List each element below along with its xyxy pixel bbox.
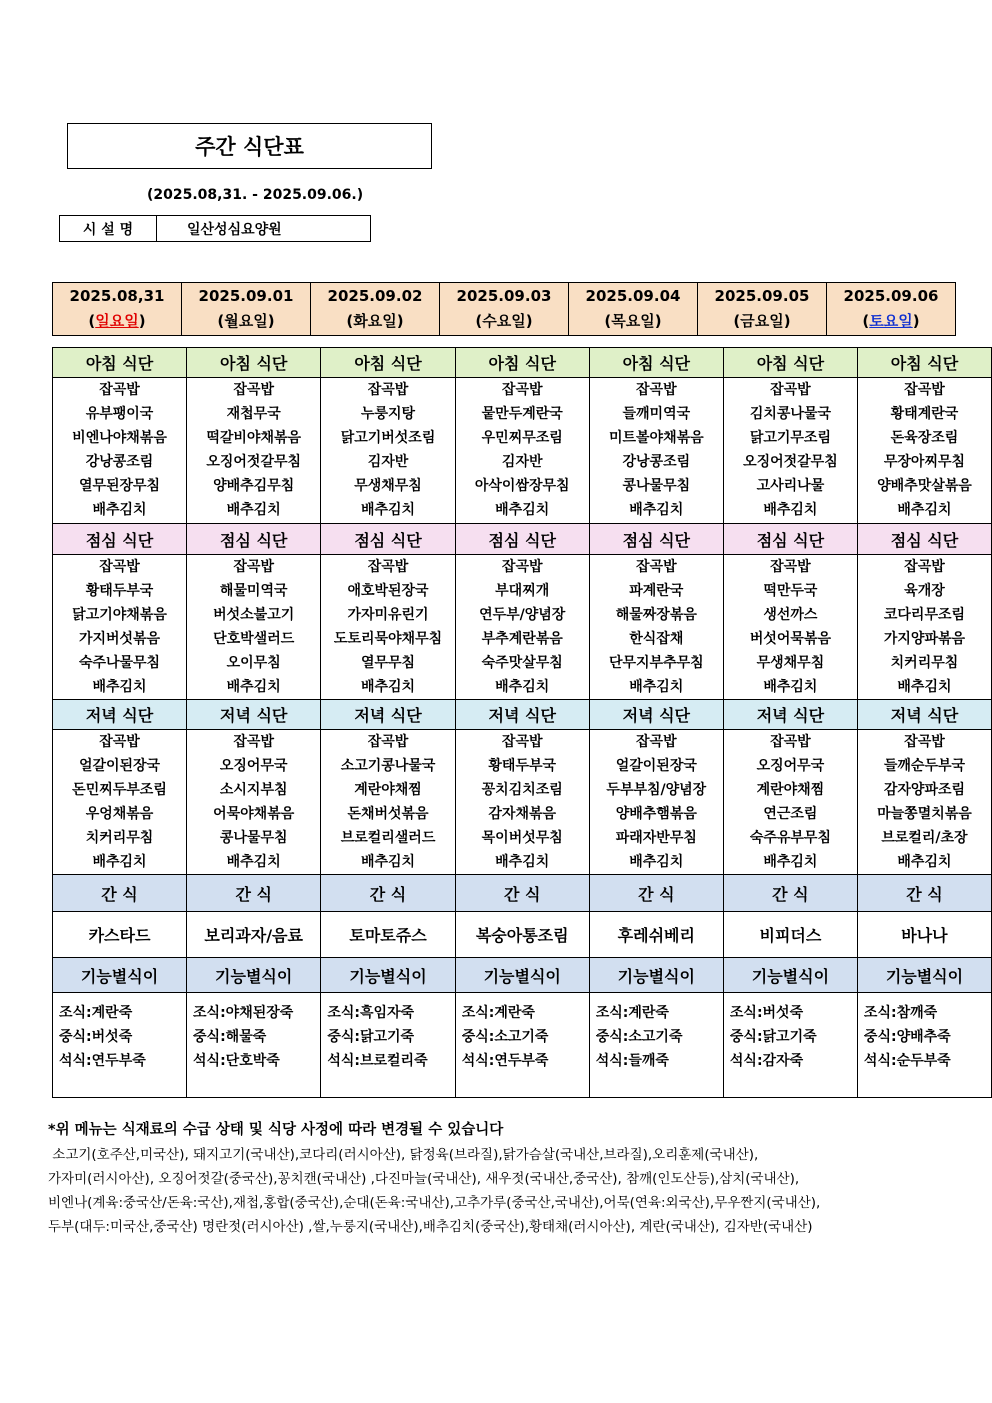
dinner-header: 저녁 식단 — [187, 700, 321, 730]
functional-item: 조식:참깨죽 — [863, 1005, 938, 1021]
menu-item: 배추김치 — [226, 854, 281, 870]
menu-item: 연근조림 — [763, 806, 818, 822]
menu-item: 파계란국 — [629, 583, 684, 599]
breakfast-header: 아침 식단 — [53, 348, 187, 378]
menu-item: 부추계란볶음 — [481, 631, 563, 647]
menu-item: 잡곡밥 — [233, 382, 274, 398]
menu-item: 배추김치 — [897, 502, 952, 518]
lunch-header: 점심 식단 — [53, 524, 187, 555]
menu-item: 단무지부추무침 — [608, 655, 704, 671]
menu-item: 뭍만두계란국 — [481, 406, 563, 422]
menu-item: 오징어젓갈무침 — [206, 454, 302, 470]
menu-item: 얼갈이된장국 — [615, 758, 697, 774]
menu-item: 가지양파볶음 — [883, 631, 966, 647]
functional-cell — [187, 993, 321, 1098]
dinner-header: 저녁 식단 — [321, 700, 455, 730]
lunch-header: 점심 식단 — [187, 524, 321, 555]
date-text: 2025.08,31 — [69, 287, 165, 305]
menu-item: 닭고기버섯조림 — [340, 430, 436, 446]
weekday-text: (일요일) — [88, 312, 146, 330]
menu-item: 잡곡밥 — [99, 559, 140, 575]
menu-item: 잡곡밥 — [636, 559, 677, 575]
lunch-header: 점심 식단 — [455, 524, 589, 555]
menu-item: 치커리무침 — [890, 655, 959, 671]
snack-cell: 복숭아통조림 — [455, 912, 589, 958]
menu-item: 배추김치 — [226, 679, 281, 695]
menu-item: 재첩무국 — [226, 406, 281, 422]
weekday-text: (화요일) — [346, 312, 404, 330]
origin-info — [48, 1143, 948, 1239]
functional-header: 기능별식이 — [455, 958, 589, 993]
menu-period: (2025.08,31. - 2025.09.06.) — [147, 187, 364, 203]
menu-item: 배추김치 — [360, 679, 416, 695]
functional-cell — [857, 993, 991, 1098]
menu-item: 열무무침 — [360, 655, 416, 671]
date-text: 2025.09.04 — [585, 287, 681, 305]
menu-item: 김치콩나물국 — [749, 406, 831, 422]
lunch-cell — [321, 555, 455, 700]
menu-item: 잡곡밥 — [99, 382, 140, 398]
functional-item: 조식:흑임자죽 — [327, 1005, 415, 1021]
lunch-cell — [589, 555, 723, 700]
breakfast-header: 아침 식단 — [723, 348, 857, 378]
functional-cell — [53, 993, 187, 1098]
menu-item: 잡곡밥 — [636, 382, 677, 398]
menu-item: 마늘쫑멸치볶음 — [877, 806, 972, 822]
origin-line: 소고기(호주산,미국산), 돼지고기(국내산),코다리(러시아산), 닭정육(브라질),닭가슴살(국내산,브라질),오리훈제(국내산), — [48, 1147, 759, 1163]
functional-item: 석식:브로컬리죽 — [327, 1053, 428, 1069]
menu-item: 배추김치 — [92, 502, 147, 518]
menu-item: 양배추햄볶음 — [615, 806, 697, 822]
menu-item: 파래자반무침 — [615, 830, 697, 846]
menu-item: 잡곡밥 — [904, 382, 945, 398]
snack-header: 간 식 — [187, 875, 321, 912]
lunch-cell — [857, 555, 991, 700]
weekday-text: (월요일) — [217, 312, 275, 330]
menu-item: 배추김치 — [495, 679, 550, 695]
functional-item: 조식:계란죽 — [461, 1005, 535, 1021]
menu-item: 배추김치 — [495, 502, 550, 518]
menu-item: 해물짜장볶음 — [615, 607, 697, 623]
menu-item: 양배추맛살볶음 — [877, 478, 972, 494]
menu-item: 배추김치 — [226, 502, 281, 518]
menu-item: 도토리묵야채무침 — [333, 631, 443, 647]
functional-item: 조식:계란죽 — [595, 1005, 669, 1021]
snack-header: 간 식 — [53, 875, 187, 912]
snack-cell: 후레쉬베리 — [589, 912, 723, 958]
menu-item: 배추김치 — [897, 679, 952, 695]
date-cell — [311, 283, 440, 336]
menu-item: 잡곡밥 — [904, 734, 945, 750]
facility-name: 일산성심요양원 — [187, 221, 282, 238]
weekday-name: 목요일 — [611, 312, 655, 330]
menu-item: 배추김치 — [360, 502, 416, 518]
origin-line: 두부(대두:미국산,중국산) 명란젓(러시아산) ,쌀,누룽지(국내산),배추김치(중국산),황태채(러시아산), 계란(국내산), 김자반(국내산) — [48, 1219, 813, 1235]
snack-header: 간 식 — [321, 875, 455, 912]
menu-item: 배추김치 — [629, 502, 684, 518]
functional-cell — [589, 993, 723, 1098]
functional-item: 석식:감자죽 — [729, 1053, 804, 1069]
functional-header: 기능별식이 — [187, 958, 321, 993]
menu-item: 브로컬리샐러드 — [340, 830, 436, 846]
page-title: 주간 식단표 — [67, 123, 432, 169]
date-cell — [53, 283, 182, 336]
menu-item: 단호박샐러드 — [213, 631, 295, 647]
menu-item: 브로컬리/초장 — [881, 830, 968, 846]
date-cell — [569, 283, 698, 336]
weekday-name: 금요일 — [740, 312, 784, 330]
functional-header: 기능별식이 — [723, 958, 857, 993]
lunch-header: 점심 식단 — [723, 524, 857, 555]
menu-item: 계란야채찜 — [756, 782, 825, 798]
menu-item: 오징어무국 — [219, 758, 288, 774]
menu-item: 김자반 — [501, 454, 543, 470]
menu-item: 잡곡밥 — [367, 734, 409, 750]
lunch-header: 점심 식단 — [321, 524, 455, 555]
weekday-text: (토요일) — [862, 312, 920, 330]
breakfast-cell — [723, 378, 857, 524]
dinner-header: 저녁 식단 — [455, 700, 589, 730]
menu-item: 우엉채볶음 — [85, 806, 154, 822]
origin-line: 비엔나(계육:중국산/돈육:국산),재첩,홍합(중국산),순대(돈육:국내산),고추가루(중국산,국내산),어묵(연육:외국산),무우짠지(국내산), — [48, 1195, 821, 1211]
breakfast-cell — [455, 378, 589, 524]
menu-item: 잡곡밥 — [770, 559, 811, 575]
dinner-header: 저녁 식단 — [857, 700, 991, 730]
menu-item: 가자미유린기 — [347, 607, 429, 623]
date-text: 2025.09.05 — [714, 287, 810, 305]
functional-header: 기능별식이 — [857, 958, 991, 993]
menu-item: 황태두부국 — [488, 758, 557, 774]
menu-item: 비엔나야채볶음 — [72, 430, 167, 446]
functional-item: 중식:소고기죽 — [595, 1029, 683, 1045]
date-cell — [827, 283, 956, 336]
breakfast-header: 아침 식단 — [455, 348, 589, 378]
menu-item: 어묵야채볶음 — [213, 806, 295, 822]
dinner-header: 저녁 식단 — [589, 700, 723, 730]
lunch-cell — [187, 555, 321, 700]
menu-item: 오이무침 — [226, 655, 281, 671]
functional-cell — [723, 993, 857, 1098]
functional-header: 기능별식이 — [321, 958, 455, 993]
snack-cell: 바나나 — [857, 912, 991, 958]
functional-item: 조식:야채된장죽 — [193, 1005, 294, 1021]
menu-item: 열무된장무침 — [78, 478, 161, 494]
menu-item: 배추김치 — [360, 854, 416, 870]
menu-item: 잡곡밥 — [367, 382, 409, 398]
menu-item: 연두부/양념장 — [479, 607, 566, 623]
menu-item: 치커리무침 — [85, 830, 154, 846]
menu-item: 한식잡채 — [629, 631, 684, 647]
menu-item: 배추김치 — [629, 679, 684, 695]
menu-item: 잡곡밥 — [367, 559, 409, 575]
breakfast-cell — [589, 378, 723, 524]
menu-item: 무생채무침 — [756, 655, 825, 671]
facility-box — [59, 215, 371, 242]
menu-table — [52, 347, 992, 1098]
menu-item: 감자채볶음 — [488, 806, 557, 822]
lunch-cell — [455, 555, 589, 700]
menu-item: 배추김치 — [763, 854, 818, 870]
menu-item: 강낭콩조림 — [622, 454, 691, 470]
menu-item: 무장아찌무침 — [883, 454, 966, 470]
menu-item: 배추김치 — [92, 854, 147, 870]
functional-item: 석식:순두부죽 — [863, 1053, 951, 1069]
menu-item: 생선까스 — [763, 607, 818, 623]
date-header-table — [52, 282, 956, 336]
menu-item: 유부팽이국 — [85, 406, 154, 422]
weekday-name: 수요일 — [482, 312, 526, 330]
functional-item: 중식:해물죽 — [193, 1029, 267, 1045]
menu-item: 버섯소불고기 — [213, 607, 295, 623]
menu-item: 코다리무조림 — [883, 607, 966, 623]
menu-item: 돈민찌두부조림 — [72, 782, 167, 798]
breakfast-cell — [53, 378, 187, 524]
functional-item: 중식:닭고기죽 — [327, 1029, 415, 1045]
breakfast-header: 아침 식단 — [187, 348, 321, 378]
menu-item: 두부부침/양념장 — [606, 782, 707, 798]
menu-item: 잡곡밥 — [233, 734, 274, 750]
snack-header: 간 식 — [723, 875, 857, 912]
menu-item: 육개장 — [904, 583, 945, 599]
menu-item: 잡곡밥 — [904, 559, 945, 575]
lunch-cell — [723, 555, 857, 700]
weekday-text: (수요일) — [475, 312, 533, 330]
breakfast-cell — [321, 378, 455, 524]
dinner-cell — [723, 730, 857, 875]
dinner-header: 저녁 식단 — [723, 700, 857, 730]
lunch-header: 점심 식단 — [589, 524, 723, 555]
dinner-cell — [857, 730, 991, 875]
menu-item: 소시지부침 — [219, 782, 288, 798]
menu-item: 돈육장조림 — [890, 430, 959, 446]
menu-item: 해물미역국 — [219, 583, 288, 599]
menu-item: 잡곡밥 — [636, 734, 677, 750]
date-cell — [440, 283, 569, 336]
menu-item: 감자양파조림 — [883, 782, 966, 798]
menu-item: 강낭콩조림 — [85, 454, 154, 470]
menu-item: 배추김치 — [92, 679, 147, 695]
menu-item: 김자반 — [367, 454, 409, 470]
weekday-name: 화요일 — [353, 312, 397, 330]
weekday-name: 토요일 — [869, 312, 913, 330]
menu-item: 황태계란국 — [890, 406, 959, 422]
menu-item: 오징어젓갈무침 — [743, 454, 838, 470]
menu-item: 오징어무국 — [756, 758, 825, 774]
snack-header: 간 식 — [455, 875, 589, 912]
menu-item: 소고기콩나물국 — [340, 758, 436, 774]
menu-item: 잡곡밥 — [99, 734, 140, 750]
menu-item: 잡곡밥 — [770, 382, 811, 398]
menu-item: 잡곡밥 — [501, 559, 543, 575]
dinner-cell — [321, 730, 455, 875]
menu-item: 꽁치김치조림 — [481, 782, 563, 798]
menu-item: 들깨순두부국 — [883, 758, 966, 774]
functional-header: 기능별식이 — [53, 958, 187, 993]
menu-item: 콩나물무침 — [622, 478, 691, 494]
date-text: 2025.09.03 — [456, 287, 552, 305]
menu-item: 버섯어묵볶음 — [749, 631, 831, 647]
functional-item: 석식:연두부죽 — [59, 1053, 146, 1069]
menu-item: 황태두부국 — [85, 583, 154, 599]
snack-cell: 카스타드 — [53, 912, 187, 958]
dinner-cell — [589, 730, 723, 875]
menu-item: 부대찌개 — [495, 583, 550, 599]
menu-item: 배추김치 — [897, 854, 952, 870]
functional-cell — [321, 993, 455, 1098]
functional-item: 조식:계란죽 — [59, 1005, 133, 1021]
weekday-text: (목요일) — [604, 312, 662, 330]
menu-item: 고사리나물 — [756, 478, 825, 494]
menu-item: 아삭이쌈장무침 — [474, 478, 570, 494]
menu-item: 양배추김무침 — [213, 478, 295, 494]
menu-item: 들깨미역국 — [622, 406, 691, 422]
breakfast-cell — [857, 378, 991, 524]
date-text: 2025.09.06 — [843, 287, 939, 305]
menu-item: 애호박된장국 — [347, 583, 429, 599]
snack-cell: 비피더스 — [723, 912, 857, 958]
menu-item: 돈채버섯볶음 — [347, 806, 429, 822]
menu-item: 배추김치 — [763, 502, 818, 518]
change-notice: *위 메뉴는 식재료의 수급 상태 및 식당 사정에 따라 변경될 수 있습니다 — [48, 1122, 504, 1138]
dinner-header: 저녁 식단 — [53, 700, 187, 730]
menu-item: 배추김치 — [495, 854, 550, 870]
functional-item: 석식:연두부죽 — [461, 1053, 549, 1069]
functional-item: 석식:들깨죽 — [595, 1053, 669, 1069]
dinner-cell — [455, 730, 589, 875]
menu-item: 떡갈비야채볶음 — [206, 430, 302, 446]
breakfast-header: 아침 식단 — [589, 348, 723, 378]
date-cell — [182, 283, 311, 336]
menu-item: 미트볼야채볶음 — [608, 430, 704, 446]
dinner-cell — [187, 730, 321, 875]
lunch-cell — [53, 555, 187, 700]
dinner-cell — [53, 730, 187, 875]
menu-item: 숙주나물무침 — [78, 655, 161, 671]
date-text: 2025.09.02 — [327, 287, 423, 305]
lunch-header: 점심 식단 — [857, 524, 991, 555]
menu-item: 닭고기야채볶음 — [72, 607, 167, 623]
weekday-name: 일요일 — [95, 312, 139, 330]
snack-header: 간 식 — [857, 875, 991, 912]
menu-item: 무생채무침 — [354, 478, 422, 494]
weekday-name: 월요일 — [224, 312, 268, 330]
menu-item: 닭고기무조림 — [749, 430, 831, 446]
menu-item: 누룽지탕 — [360, 406, 416, 422]
menu-item: 우민찌무조림 — [481, 430, 563, 446]
functional-item: 석식:단호박죽 — [193, 1053, 280, 1069]
menu-item: 숙주맛살무침 — [481, 655, 563, 671]
origin-line: 가자미(러시아산), 오징어젓갈(중국산),꽁치캔(국내산) ,다진마늘(국내산), 새우젓(국내산,중국산), 참깨(인도산등),삼치(국내산), — [48, 1171, 800, 1187]
snack-header: 간 식 — [589, 875, 723, 912]
menu-item: 얼갈이된장국 — [78, 758, 161, 774]
menu-item: 잡곡밥 — [501, 382, 543, 398]
snack-cell: 보리과자/음료 — [187, 912, 321, 958]
menu-item: 숙주유부무침 — [749, 830, 831, 846]
date-text: 2025.09.01 — [198, 287, 294, 305]
menu-item: 배추김치 — [629, 854, 684, 870]
functional-item: 중식:소고기죽 — [461, 1029, 549, 1045]
snack-cell: 토마토쥬스 — [321, 912, 455, 958]
menu-item: 콩나물무침 — [219, 830, 288, 846]
functional-item: 중식:양배추죽 — [863, 1029, 951, 1045]
breakfast-header: 아침 식단 — [857, 348, 991, 378]
weekday-text: (금요일) — [733, 312, 791, 330]
functional-item: 조식:버섯죽 — [729, 1005, 804, 1021]
functional-item: 중식:닭고기죽 — [729, 1029, 817, 1045]
functional-cell — [455, 993, 589, 1098]
menu-item: 떡만두국 — [763, 583, 818, 599]
functional-item: 중식:버섯죽 — [59, 1029, 133, 1045]
menu-item: 계란야채찜 — [354, 782, 422, 798]
functional-header: 기능별식이 — [589, 958, 723, 993]
breakfast-header: 아침 식단 — [321, 348, 455, 378]
facility-label: 시 설 명 — [60, 216, 157, 241]
menu-item: 잡곡밥 — [770, 734, 811, 750]
date-cell — [698, 283, 827, 336]
menu-item: 목이버섯무침 — [481, 830, 563, 846]
menu-item: 잡곡밥 — [233, 559, 274, 575]
breakfast-cell — [187, 378, 321, 524]
menu-item: 배추김치 — [763, 679, 818, 695]
menu-item: 가지버섯볶음 — [78, 631, 161, 647]
menu-item: 잡곡밥 — [501, 734, 543, 750]
